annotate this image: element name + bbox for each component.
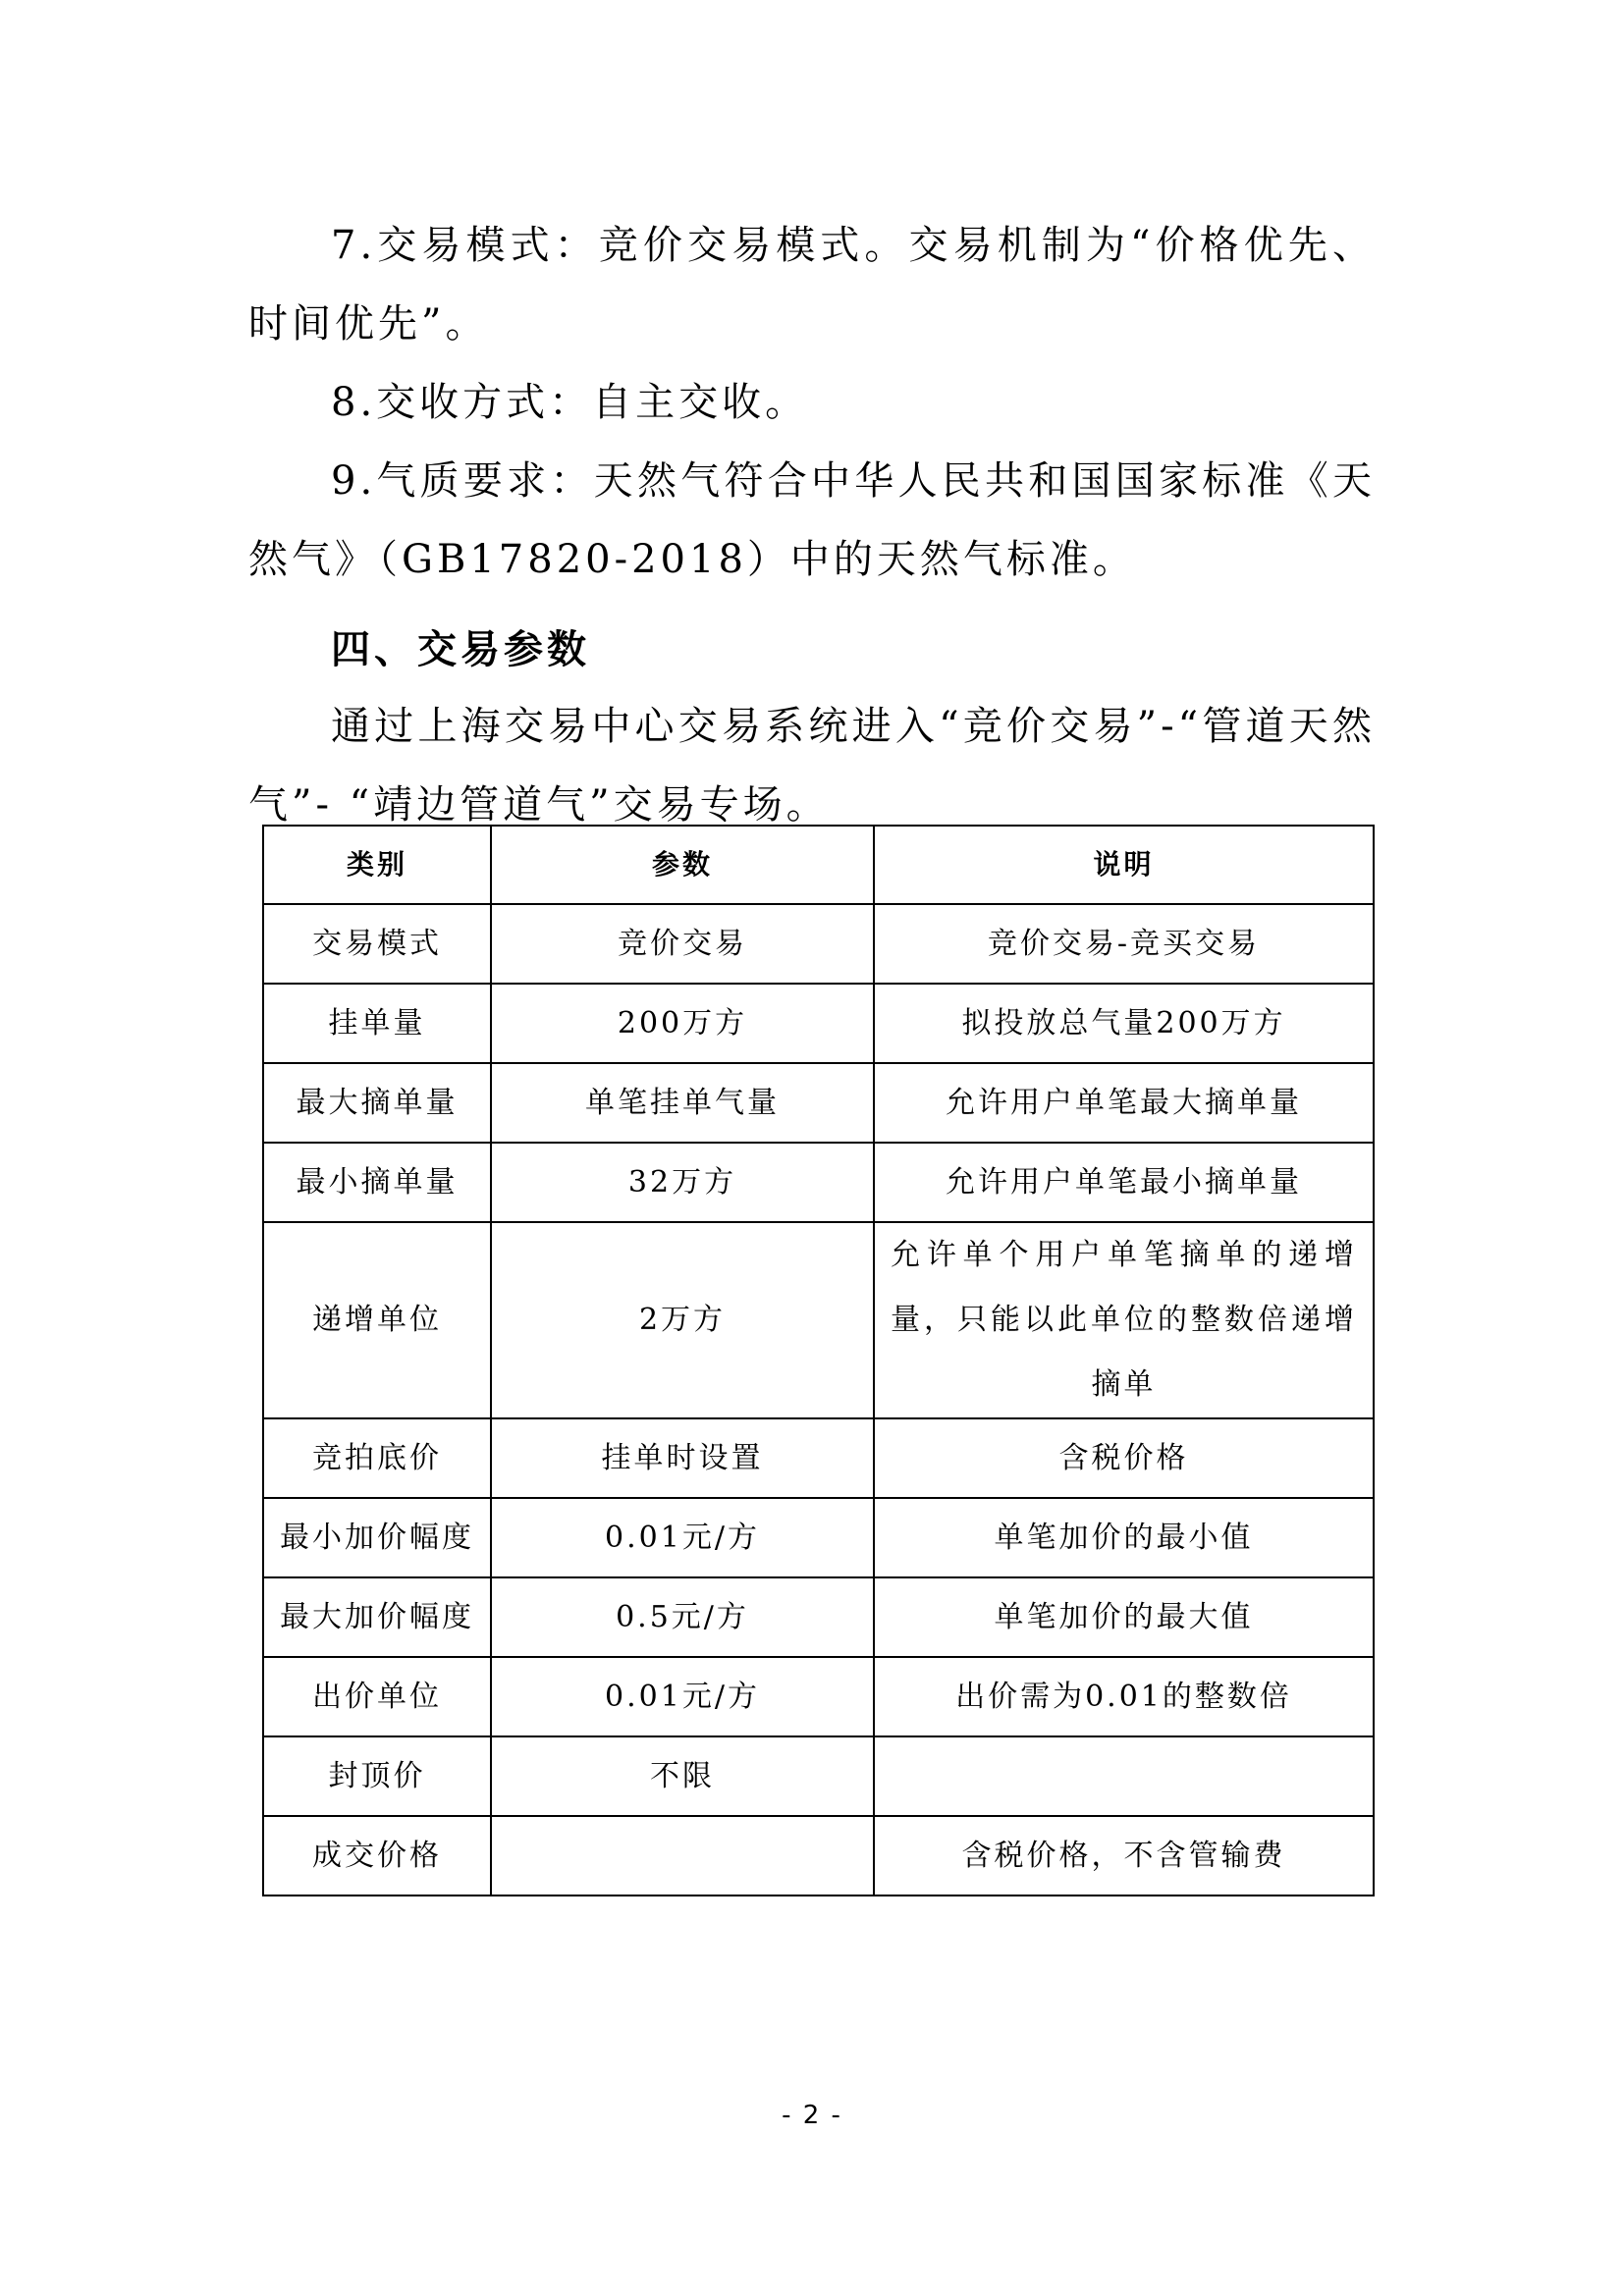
cell-parameter: 0.01元/方 [491,1498,874,1577]
cell-parameter: 竞价交易 [491,904,874,984]
cell-note: 竞价交易-竞买交易 [874,904,1374,984]
cell-category: 出价单位 [263,1657,491,1736]
cell-category: 封顶价 [263,1736,491,1816]
table-row [263,1577,1374,1657]
cell-note: 允许用户单笔最小摘单量 [874,1143,1374,1222]
paragraph-delivery-method: 8.交收方式：自主交收。 [331,380,809,425]
cell-category: 交易模式 [263,904,491,984]
table-row [263,1222,1374,1418]
table-header-row [263,826,1374,904]
cell-parameter: 0.5元/方 [491,1577,874,1657]
cell-note: 拟投放总气量200万方 [874,984,1374,1063]
cell-note: 出价需为0.01的整数倍 [874,1657,1374,1736]
table-row [263,984,1374,1063]
cell-note: 允许用户单笔最大摘单量 [874,1063,1374,1143]
cell-parameter [491,1816,874,1896]
cell-parameter: 0.01元/方 [491,1657,874,1736]
cell-note: 允许单个用户单笔摘单的递增量，只能以此单位的整数倍递增摘单 [874,1222,1374,1418]
cell-note: 含税价格 [874,1418,1374,1498]
header-note: 说明 [874,826,1374,904]
cell-category: 最小加价幅度 [263,1498,491,1577]
section-intro: 通过上海交易中心交易系统进入“竞价交易”-“管道天然气”- “靖边管道气”交易专场。 [248,704,1376,828]
cell-parameter: 挂单时设置 [491,1418,874,1498]
cell-category: 最大加价幅度 [263,1577,491,1657]
cell-parameter: 2万方 [491,1222,874,1418]
cell-category: 成交价格 [263,1816,491,1896]
cell-category: 最大摘单量 [263,1063,491,1143]
section-heading: 四、交易参数 [331,627,590,672]
paragraph-gas-quality: 9.气质要求：天然气符合中华人民共和国国家标准《天然气》（GB17820-2018）中的天然气标准。 [248,458,1376,582]
cell-category: 递增单位 [263,1222,491,1418]
cell-note: 单笔加价的最小值 [874,1498,1374,1577]
header-category: 类别 [263,826,491,904]
cell-category: 竞拍底价 [263,1418,491,1498]
paragraph-trading-mode: 7.交易模式：竞价交易模式。交易机制为“价格优先、时间优先”。 [248,223,1376,347]
table-row [263,1063,1374,1143]
trading-parameters-table [262,825,1375,1896]
cell-category: 挂单量 [263,984,491,1063]
cell-note [874,1736,1374,1816]
cell-parameter: 单笔挂单气量 [491,1063,874,1143]
table-row [263,1736,1374,1816]
table-row [263,1657,1374,1736]
cell-parameter: 200万方 [491,984,874,1063]
page-number: - 2 - [782,2101,842,2130]
table-row [263,1143,1374,1222]
table-row [263,904,1374,984]
cell-parameter: 32万方 [491,1143,874,1222]
cell-category: 最小摘单量 [263,1143,491,1222]
header-parameter: 参数 [491,826,874,904]
cell-note: 单笔加价的最大值 [874,1577,1374,1657]
table-row [263,1816,1374,1896]
table-row [263,1498,1374,1577]
cell-parameter: 不限 [491,1736,874,1816]
cell-note: 含税价格，不含管输费 [874,1816,1374,1896]
table-row [263,1418,1374,1498]
